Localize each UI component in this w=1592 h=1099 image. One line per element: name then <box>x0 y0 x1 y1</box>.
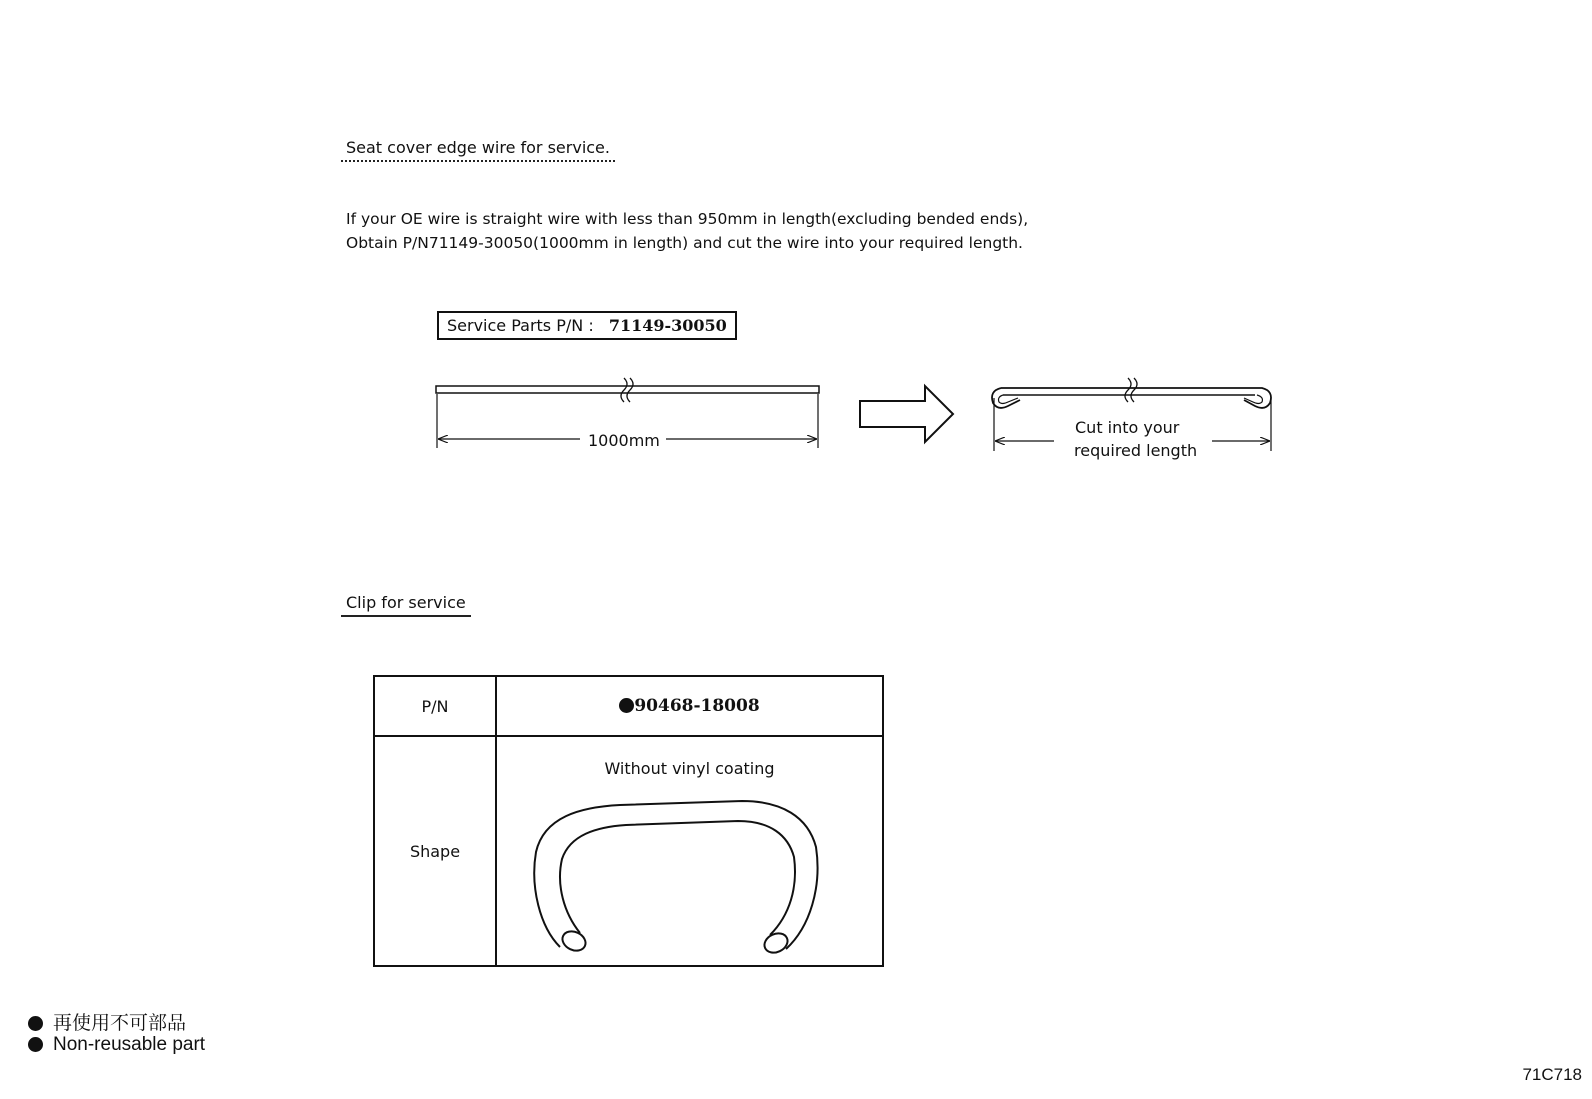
cut-label-line-1: Cut into your <box>1075 418 1180 437</box>
service-parts-pn-value: 71149-30050 <box>608 316 727 335</box>
service-parts-pn-label: Service Parts P/N : <box>447 316 594 335</box>
clip-shape-cell <box>496 736 883 966</box>
wire-instruction-line-1: If your OE wire is straight wire with less than 950mm in length(excluding bended ends), <box>346 210 1029 228</box>
legend-dot-icon <box>28 1016 43 1031</box>
clip-shape-row <box>374 736 883 966</box>
clip-pn-row <box>374 676 883 736</box>
wire-section-heading: Seat cover edge wire for service. <box>341 138 615 162</box>
legend-english-label: Non-reusable part <box>53 1034 206 1055</box>
clip-pn-value: 90468-18008 <box>634 696 760 716</box>
coating-note: Without vinyl coating <box>604 759 775 778</box>
straight-wire <box>436 378 819 402</box>
legend-dot-icon <box>28 1037 43 1052</box>
clip-shape-label: Shape <box>374 736 496 966</box>
figure-code: 71C718 <box>1522 1065 1582 1084</box>
legend-row-japanese <box>28 1008 186 1035</box>
clip-table <box>373 675 884 967</box>
wire-diagram <box>0 0 1592 500</box>
bent-wire <box>992 378 1271 408</box>
clip-pn-cell <box>496 676 883 736</box>
legend-row-english <box>28 1034 205 1056</box>
legend-japanese-label: 再使用不可部品 <box>53 1013 187 1034</box>
right-arrow-icon <box>860 386 953 442</box>
clip-section-heading: Clip for service <box>341 593 471 617</box>
non-reusable-dot-icon <box>619 698 634 713</box>
cut-label-line-2: required length <box>1074 441 1198 460</box>
length-label: 1000mm <box>588 431 660 450</box>
clip-pn-label: P/N <box>374 676 496 736</box>
wire-instruction-line-2: Obtain P/N71149-30050(1000mm in length) and cut the wire into your required length. <box>346 234 1023 252</box>
